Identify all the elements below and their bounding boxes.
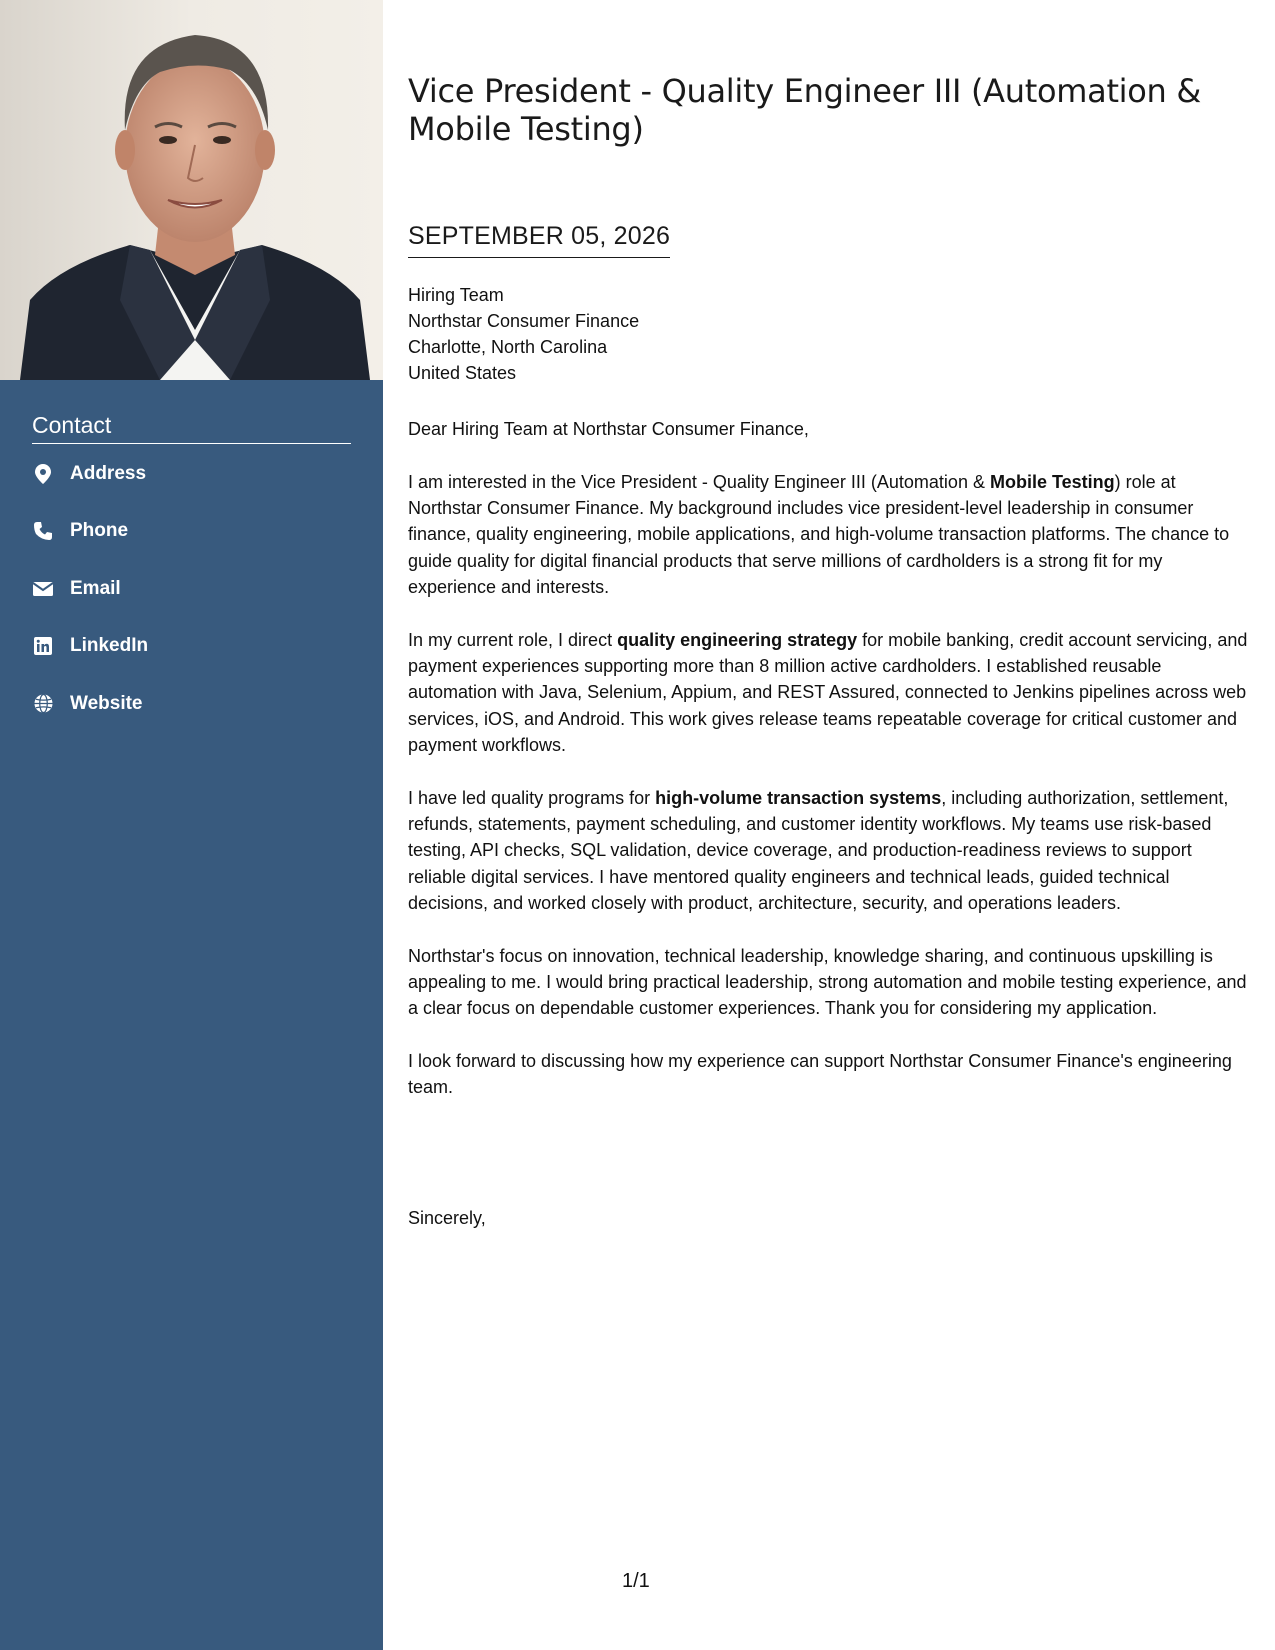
recipient-line: Northstar Consumer Finance bbox=[408, 311, 640, 331]
recipient-line: Charlotte, North Carolina bbox=[408, 337, 608, 357]
job-title: Vice President - Quality Engineer III (Automation & Mobile Testing) bbox=[408, 72, 1202, 148]
contact-item-phone[interactable] bbox=[32, 512, 351, 570]
envelope-icon bbox=[32, 578, 54, 600]
paragraph-programs: I have led quality programs for high-volume transaction systems, including authorization, settlement, refunds, statements, payment scheduling, and customer identity workflows. My teams use risk-based testing, API checks, SQL validation, device coverage, and production-readiness reviews to support reliable digital services. I have mentored quality engineers and technical leads, guided technical decisions, and worked closely with product, architecture, security, and operations leaders. bbox=[408, 787, 1229, 913]
contact-label-website: Website bbox=[70, 692, 143, 714]
map-pin-icon bbox=[32, 463, 54, 485]
recipient-block bbox=[408, 282, 639, 386]
paragraph-intro: I am interested in the Vice President - Quality Engineer III (Automation & Mobile Testing) role at Northstar Consumer Finance. My background includes vice president-level leadership in consumer finance, quality engineering, mobile applications, and high-volume transaction platforms. The chance to guide quality for digital financial products that serve millions of cardholders is a strong fit for my experience and interests. bbox=[408, 471, 1230, 597]
contact-label-phone: Phone bbox=[70, 520, 129, 542]
paragraph-current-role: In my current role, I direct quality engineering strategy for mobile banking, credit account servicing, and payment experiences supporting more than 8 million active cardholders. I established reusable automation with Java, Selenium, Appium, and REST Assured, connected to Jenkins pipelines across web services, iOS, and Android. This work gives release teams repeatable coverage for critical customer and payment workflows. bbox=[408, 629, 1248, 755]
contact-item-address[interactable] bbox=[32, 454, 351, 512]
recipient-line: United States bbox=[408, 363, 517, 383]
greeting: Dear Hiring Team at Northstar Consumer Finance, bbox=[408, 419, 809, 439]
contact-item-linkedin[interactable] bbox=[32, 627, 351, 685]
page-number: 1/1 bbox=[622, 1570, 650, 1592]
globe-icon bbox=[32, 693, 54, 715]
phone-icon bbox=[32, 520, 54, 542]
contact-label-linkedin: LinkedIn bbox=[70, 635, 149, 657]
contact-item-website[interactable] bbox=[32, 684, 351, 742]
letter-date: SEPTEMBER 05, 2026 bbox=[408, 222, 670, 258]
paragraph-motivation: Northstar's focus on innovation, technical leadership, knowledge sharing, and continuous upskilling is appealing to me. I would bring practical leadership, strong automation and mobile testing experience, and a clear focus on dependable customer experiences. Thank you for considering my application. bbox=[408, 945, 1247, 1019]
contact-label-address: Address bbox=[70, 462, 147, 484]
linkedin-icon bbox=[32, 635, 54, 657]
letter-content bbox=[408, 416, 1248, 1127]
contact-section bbox=[32, 412, 351, 742]
sidebar bbox=[0, 0, 383, 1650]
contact-list bbox=[32, 454, 351, 742]
profile-photo bbox=[0, 0, 383, 380]
contact-heading: Contact bbox=[32, 412, 351, 444]
sign-off: Sincerely, bbox=[408, 1208, 486, 1228]
recipient-line: Hiring Team bbox=[408, 285, 504, 305]
paragraph-closing: I look forward to discussing how my experience can support Northstar Consumer Finance's engineering team. bbox=[408, 1051, 1232, 1098]
contact-label-email: Email bbox=[70, 577, 121, 599]
contact-item-email[interactable] bbox=[32, 569, 351, 627]
